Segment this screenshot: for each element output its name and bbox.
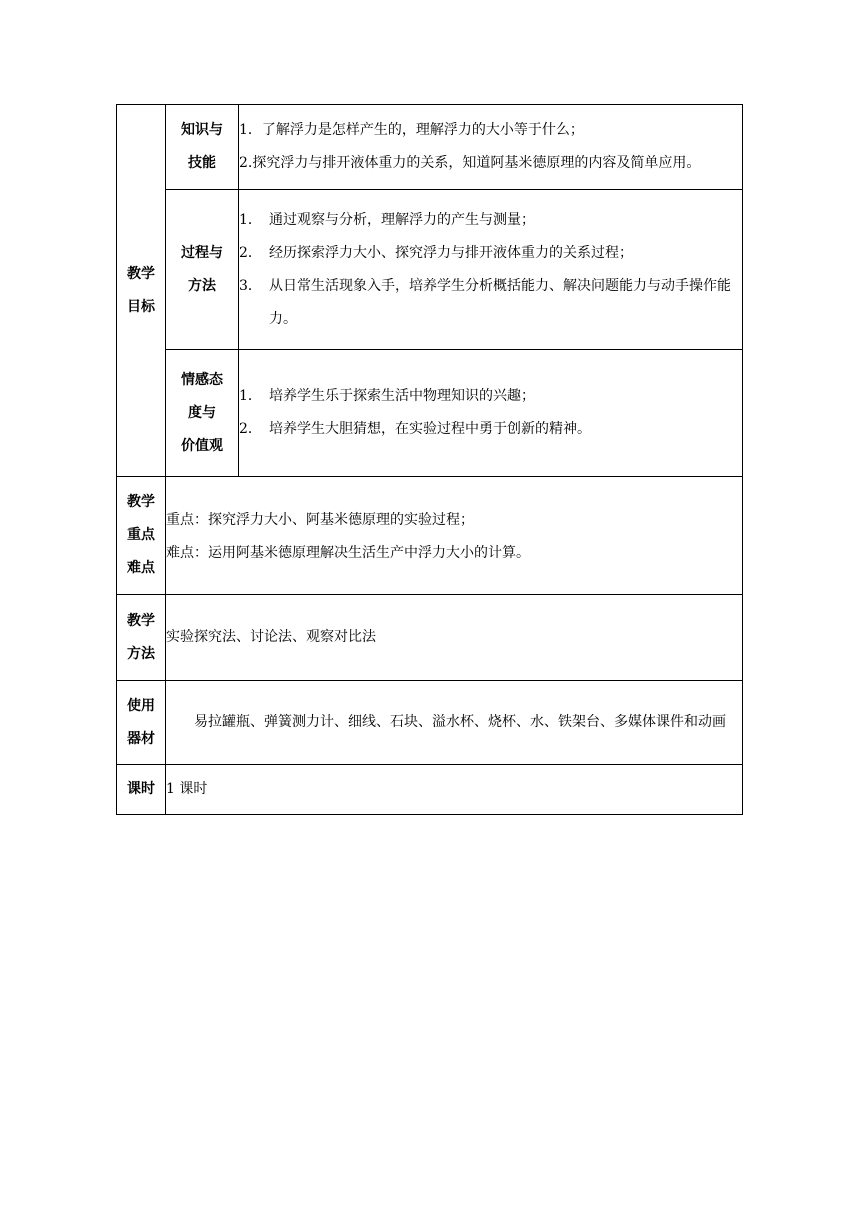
list-item (239, 237, 742, 270)
periods-content-cell (166, 765, 743, 815)
list-item (239, 204, 742, 237)
row-emotion-values (117, 350, 743, 477)
knowledge-label-line: 知识与 (181, 122, 223, 138)
key-point-line: 重点：探究浮力大小、阿基米德原理的实验过程； (166, 512, 474, 528)
item-number: 2. (239, 155, 253, 171)
item-text: 培养学生乐于探索生活中物理知识的兴趣； (269, 388, 535, 404)
objectives-header-line: 目标 (127, 298, 155, 315)
lesson-plan-table (116, 104, 743, 815)
list-item (239, 147, 742, 180)
item-text: 通过观察与分析，理解浮力的产生与测量； (269, 211, 535, 228)
key-points-header-line: 难点 (127, 560, 155, 576)
row-key-points (117, 477, 743, 595)
item-number: 2． (239, 244, 262, 261)
methods-header-line: 教学 (127, 612, 155, 629)
list-item (239, 380, 742, 413)
emotion-label-cell (166, 350, 239, 477)
item-text: 培养学生大胆猜想，在实验过程中勇于创新的精神。 (269, 421, 591, 437)
process-label-line: 过程与 (181, 244, 223, 261)
materials-content-cell (166, 681, 743, 765)
objectives-header-line: 教学 (127, 265, 155, 282)
row-knowledge-skills (117, 105, 743, 190)
knowledge-label-cell (166, 105, 239, 190)
row-materials (117, 681, 743, 765)
process-label-cell (166, 190, 239, 350)
item-text: 探究浮力与排开液体重力的关系，知道阿基米德原理的内容及简单应用。 (252, 155, 701, 171)
periods-header-line: 课时 (127, 781, 155, 797)
row-methods (117, 595, 743, 681)
materials-header-line: 使用 (127, 697, 155, 714)
item-number: 2． (239, 421, 262, 437)
periods-text: 1 课时 (166, 781, 208, 797)
objectives-header-cell (117, 105, 166, 477)
item-text: 经历探索浮力大小、探究浮力与排开液体重力的关系过程； (269, 244, 633, 261)
difficult-point-line: 难点：运用阿基米德原理解决生活生产中浮力大小的计算。 (166, 545, 530, 561)
item-number: 1． (239, 122, 262, 138)
methods-text: 实验探究法、讨论法、观察对比法 (166, 629, 376, 645)
materials-text: 易拉罐瓶、弹簧测力计、细线、石块、溢水杯、烧杯、水、铁架台、多媒体课件和动画 (194, 714, 726, 730)
emotion-content-cell (239, 350, 743, 477)
knowledge-label-line: 技能 (188, 155, 216, 171)
knowledge-content-cell (239, 105, 743, 190)
row-periods (117, 765, 743, 815)
key-points-header-line: 教学 (127, 494, 155, 510)
materials-header-cell (117, 681, 166, 765)
methods-content-cell (166, 595, 743, 681)
methods-header-line: 方法 (127, 645, 155, 662)
list-item (239, 270, 742, 336)
methods-header-cell (117, 595, 166, 681)
periods-header-cell (117, 765, 166, 815)
emotion-label-line: 情感态 (181, 371, 223, 388)
materials-header-line: 器材 (127, 730, 155, 747)
list-item (239, 413, 742, 446)
item-text: 了解浮力是怎样产生的，理解浮力的大小等于什么； (261, 122, 584, 138)
list-item (239, 114, 742, 147)
item-number: 1． (239, 211, 262, 228)
emotion-label-line: 度与 (188, 404, 216, 421)
row-process-methods (117, 190, 743, 350)
item-number: 3． (239, 277, 262, 294)
key-points-header-cell (117, 477, 166, 595)
emotion-label-line: 价值观 (181, 437, 223, 454)
key-points-content-cell (166, 477, 743, 595)
process-content-cell (239, 190, 743, 350)
item-number: 1． (239, 388, 262, 404)
item-text: 从日常生活现象入手，培养学生分析概括能力、解决问题能力与动手操作能力。 (269, 277, 731, 327)
process-label-line: 方法 (188, 277, 216, 294)
key-points-header-line: 重点 (127, 527, 155, 543)
